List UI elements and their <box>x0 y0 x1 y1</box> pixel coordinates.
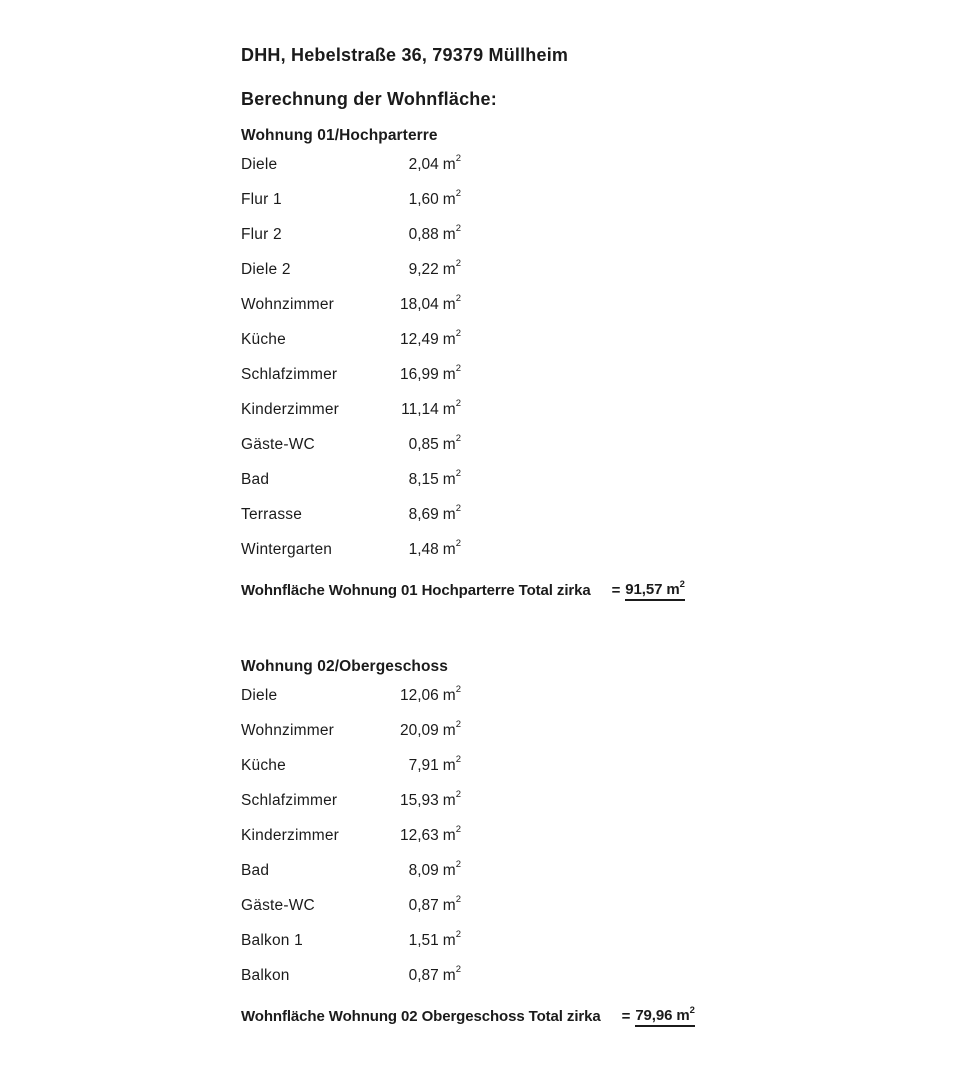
section-wohnung-01 <box>241 127 940 608</box>
area-value: 12,49 $m^2$ <box>399 328 461 348</box>
area-value: 1,48 $m^2$ <box>408 538 461 558</box>
table-row <box>241 497 461 532</box>
area-value: 0,87 $m^2$ <box>408 894 461 914</box>
room-label: Gäste-WC <box>241 896 315 914</box>
table-row <box>241 923 461 958</box>
table-row <box>241 182 461 217</box>
area-value: 15,93 $m^2$ <box>399 789 461 809</box>
table-row <box>241 427 461 462</box>
table-row <box>241 252 461 287</box>
area-value: 8,09 $m^2$ <box>408 859 461 879</box>
table-row <box>241 888 461 923</box>
document-title: DHH, Hebelstraße 36, 79379 Müllheim <box>241 45 569 65</box>
area-value: 20,09 $m^2$ <box>399 719 461 739</box>
section-01-heading: Wohnung 01/Hochparterre <box>241 127 438 144</box>
area-value: 1,51 $m^2$ <box>408 929 461 949</box>
area-value: 8,15 $m^2$ <box>408 468 461 488</box>
area-value: 12,63 $m^2$ <box>399 824 461 844</box>
room-label: Schlafzimmer <box>241 791 338 809</box>
document-subtitle: Berechnung der Wohnfläche: <box>241 89 497 109</box>
table-row <box>241 783 461 818</box>
room-label: Diele <box>241 155 278 173</box>
area-value: 12,06 $m^2$ <box>399 684 461 704</box>
table-row <box>241 958 461 993</box>
total-label: Wohnfläche Wohnung 01 Hochparterre Total zirka <box>241 582 591 599</box>
area-value: 8,69 $m^2$ <box>408 503 461 523</box>
room-label: Balkon <box>241 966 290 984</box>
area-table-02 <box>241 678 461 993</box>
equals-sign: = <box>611 582 621 599</box>
area-value: 11,14 $m^2$ <box>401 398 461 418</box>
area-value: 1,60 $m^2$ <box>408 188 461 208</box>
total-label: Wohnfläche Wohnung 02 Obergeschoss Total zirka <box>241 1008 601 1025</box>
section-02-heading: Wohnung 02/Obergeschoss <box>241 658 448 675</box>
room-label: Wohnzimmer <box>241 295 335 313</box>
room-label: Diele 2 <box>241 260 291 278</box>
room-label: Wohnzimmer <box>241 721 335 739</box>
table-row <box>241 462 461 497</box>
room-label: Flur 2 <box>241 225 282 243</box>
room-label: Küche <box>241 756 286 774</box>
room-label: Schlafzimmer <box>241 365 338 383</box>
room-label: Diele <box>241 686 278 704</box>
table-row <box>241 532 461 567</box>
table-row <box>241 748 461 783</box>
table-row <box>241 147 461 182</box>
table-row <box>241 217 461 252</box>
room-label: Kinderzimmer <box>241 400 340 418</box>
room-label: Kinderzimmer <box>241 826 340 844</box>
room-label: Balkon 1 <box>241 931 303 949</box>
room-label: Wintergarten <box>241 540 333 558</box>
room-label: Bad <box>241 861 270 879</box>
table-row <box>241 713 461 748</box>
room-label: Flur 1 <box>241 190 282 208</box>
total-value: 91,57 $m^2$ <box>625 581 684 601</box>
table-row <box>241 853 461 888</box>
table-row <box>241 322 461 357</box>
table-row <box>241 357 461 392</box>
area-value: 16,99 $m^2$ <box>399 363 461 383</box>
room-label: Gäste-WC <box>241 435 315 453</box>
table-row <box>241 678 461 713</box>
section-01-total <box>241 573 940 608</box>
area-value: 9,22 $m^2$ <box>408 258 461 278</box>
total-value: 79,96 $m^2$ <box>635 1007 694 1027</box>
area-table-01 <box>241 147 461 567</box>
table-row <box>241 818 461 853</box>
equals-sign: = <box>621 1008 631 1025</box>
room-label: Bad <box>241 470 270 488</box>
area-value: 18,04 $m^2$ <box>399 293 461 313</box>
room-label: Küche <box>241 330 286 348</box>
section-wohnung-02 <box>241 658 940 1034</box>
area-value: 0,87 $m^2$ <box>408 964 461 984</box>
area-value: 0,85 $m^2$ <box>408 433 461 453</box>
table-row <box>241 287 461 322</box>
room-label: Terrasse <box>241 505 303 523</box>
area-value: 0,88 $m^2$ <box>408 223 461 243</box>
area-value: 7,91 $m^2$ <box>408 754 461 774</box>
area-value: 2,04 $m^2$ <box>408 153 461 173</box>
section-02-total <box>241 999 940 1034</box>
table-row <box>241 392 461 427</box>
